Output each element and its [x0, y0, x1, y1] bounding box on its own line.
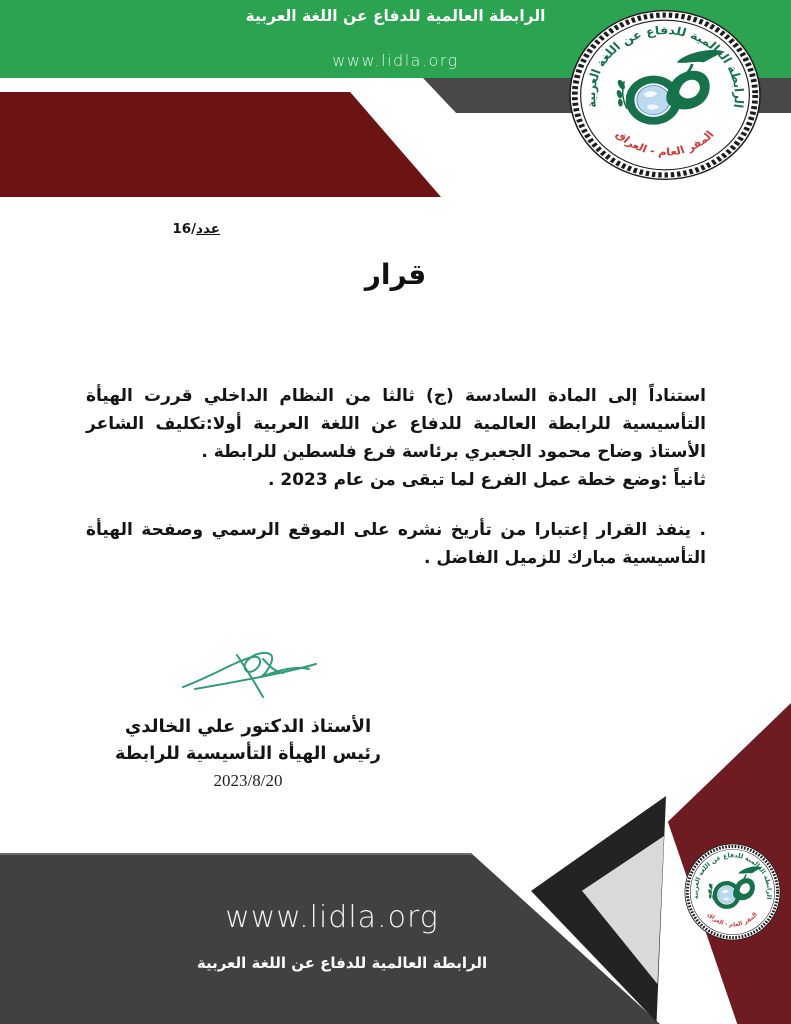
document-number-value: /16: [172, 221, 197, 237]
document-date: 2023/8/20: [213, 771, 283, 790]
paragraph-intro: استناداً إلى المادة السادسة (ج) ثالثا من النظام الداخلي قررت الهيأة التأسيسية للرابطة العالمية للدفاع عن اللغة العربية أولا:تكليف الشاعر الأستاذ وضاح محمود الجعبري برئاسة فرع فلسطين للرابطة .: [86, 386, 706, 462]
document-body: [86, 382, 706, 572]
document-number: [100, 221, 220, 237]
footer-website-url: www.lidla.org: [225, 900, 439, 935]
document-number-label: عدد: [196, 221, 220, 237]
paragraph-second-clause: ثانياً :وضع خطة عمل الفرع لما تبقى من عام 2023 .: [267, 470, 706, 490]
header-maroon-ribbon: [0, 92, 441, 197]
paragraph-execution: . ينفذ القرار إعتبارا من تأريخ نشره على الموقع الرسمي وصفحة الهيأة التأسيسية مبارك للزميل الفاضل .: [86, 520, 706, 568]
signer-name: الأستاذ الدكتور علي الخالدي: [124, 716, 372, 737]
signer-title: رئيس الهيأة التأسيسية للرابطة: [114, 744, 381, 764]
document-title: قرار: [364, 258, 427, 291]
handwritten-signature: [175, 643, 325, 705]
org-seal-logo-small: [684, 843, 781, 941]
footer-org-name: الرابطة العالمية للدفاع عن اللغة العربية: [196, 954, 488, 972]
header-org-name: الرابطة العالمية للدفاع عن اللغة العربية: [245, 7, 546, 25]
header-website-url: www.lidla.org: [332, 51, 459, 70]
org-seal-logo: [568, 9, 762, 181]
